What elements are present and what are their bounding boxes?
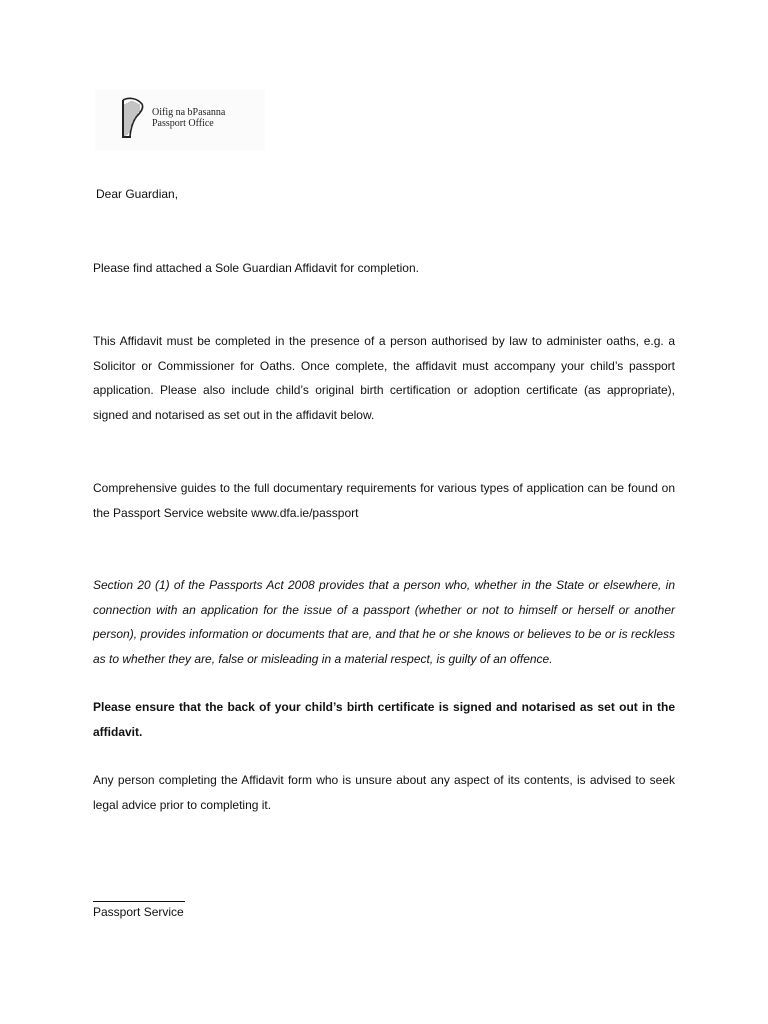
paragraph-birth-certificate-notice: Please ensure that the back of your child’s birth certificate is signed and notarised as set out in the affidavit.: [93, 700, 675, 739]
salutation: Dear Guardian,: [96, 187, 179, 201]
paragraph-legal-warning: Section 20 (1) of the Passports Act 2008 provides that a person who, whether in the State or elsewhere, in connection with an application for the issue of a passport (whether or not to himself or herself or another person), provides information or documents that are, and that he or she knows or believes to be or is reckless as to whether they are, false or misleading in a material respect, is guilty of an offence.: [93, 578, 675, 666]
logo-english-name: Passport Office: [152, 118, 214, 129]
harp-icon: [119, 96, 145, 140]
paragraph-attachment: Please find attached a Sole Guardian Affidavit for completion.: [93, 261, 419, 275]
passport-office-logo: [95, 90, 265, 150]
signature-name: Passport Service: [93, 905, 184, 919]
paragraph-guides: Comprehensive guides to the full documentary requirements for various types of application can be found on the Passport Service website www.dfa.ie/passport: [93, 481, 675, 520]
logo-wordmark: [152, 107, 225, 129]
logo-irish-name: Oifig na bPasanna: [152, 107, 226, 118]
paragraph-affidavit-instructions: This Affidavit must be completed in the presence of a person authorised by law to administer oaths, e.g. a Solicitor or Commissioner for Oaths. Once complete, the affidavit must accompany your child’s passport application. Please also include child’s original birth certification or adoption certificate (as appropriate), signed and notarised as set out in the affidavit below.: [93, 334, 675, 422]
paragraph-legal-advice: Any person completing the Affidavit form who is unsure about any aspect of its contents, is advised to seek legal advice prior to completing it.: [93, 773, 675, 812]
